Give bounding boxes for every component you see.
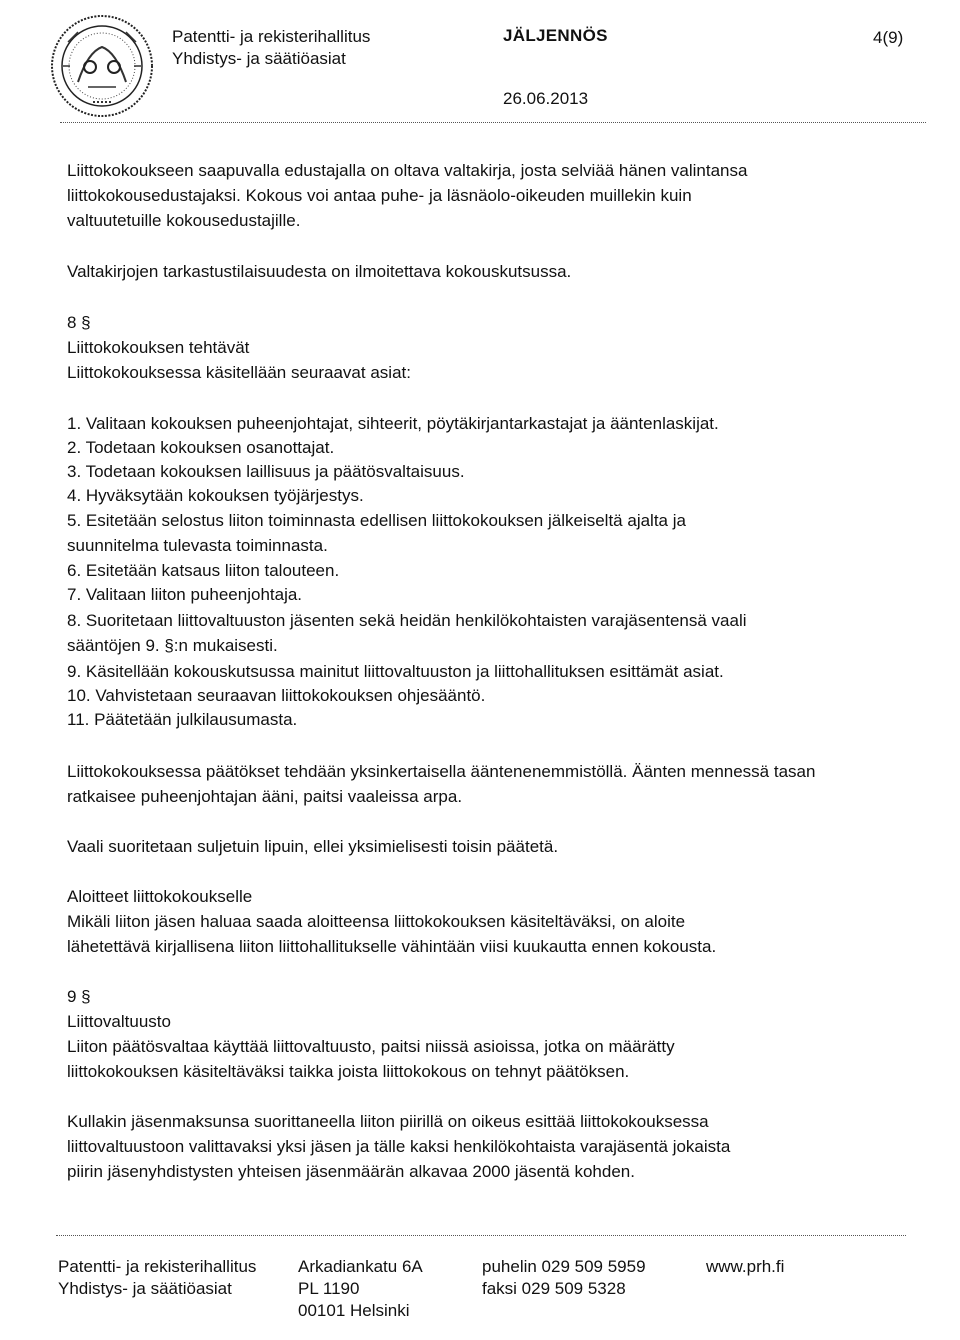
footer-address-line3: 00101 Helsinki — [298, 1301, 410, 1320]
list-item: 7. Valitaan liiton puheenjohtaja. — [67, 585, 303, 604]
list-item: 2. Todetaan kokouksen osanottajat. — [67, 438, 335, 457]
document-type: JÄLJENNÖS — [503, 26, 608, 45]
paragraph-line: liittovaltuustoon valittavaksi yksi jäsen ja tälle kaksi henkilökohtaista varajäsentä jokaista — [67, 1137, 731, 1156]
footer-divider — [56, 1235, 906, 1236]
paragraph-line: ratkaisee puheenjohtajan ääni, paitsi vaaleissa arpa. — [67, 787, 463, 806]
list-item: 9. Käsitellään kokouskutsussa mainitut liittovaltuuston ja liittohallituksen esittämät asiat. — [67, 662, 724, 681]
section-intro: Liittokokouksessa käsitellään seuraavat asiat: — [67, 363, 411, 382]
list-item: 10. Vahvistetaan seuraavan liittokokouksen ohjesääntö. — [67, 686, 486, 705]
list-item: 11. Päätetään julkilausumasta. — [67, 710, 298, 729]
document-date: 26.06.2013 — [503, 89, 589, 108]
paragraph-line: Valtakirjojen tarkastustilaisuudesta on ilmoitettava kokouskutsussa. — [67, 262, 572, 281]
paragraph-line: Liiton päätösvaltaa käyttää liittovaltuusto, paitsi niissä asioissa, jotka on määrätty — [67, 1037, 675, 1056]
section-title: Liittokokouksen tehtävät — [67, 338, 250, 357]
paragraph-line: lähetettävä kirjallisena liiton liittohallitukselle vähintään viisi kuukautta ennen kokousta. — [67, 937, 717, 956]
footer-address — [298, 1256, 423, 1322]
footer-org-line1: Patentti- ja rekisterihallitus — [58, 1257, 257, 1276]
list-item: sääntöjen 9. §:n mukaisesti. — [67, 636, 278, 655]
list-item: 8. Suoritetaan liittovaltuuston jäsenten sekä heidän henkilökohtaisten varajäsentensä vaali — [67, 611, 747, 630]
paragraph-line: liittokokouksen käsiteltäväksi taikka joista liittokokous on tehnyt päätöksen. — [67, 1062, 630, 1081]
footer-organization — [58, 1256, 256, 1300]
paragraph-line: valtuutetuille kokousedustajille. — [67, 211, 301, 230]
section-number: 8 § — [67, 313, 91, 332]
footer-org-line2: Yhdistys- ja säätiöasiat — [58, 1279, 232, 1298]
header-divider — [60, 122, 926, 123]
paragraph-line: Liittokokoukseen saapuvalla edustajalla on oltava valtakirja, josta selviää hänen valintansa — [67, 161, 748, 180]
header-org-line1: Patentti- ja rekisterihallitus — [172, 27, 371, 46]
footer-address-line2: PL 1190 — [298, 1279, 360, 1298]
paragraph-line: Kullakin jäsenmaksunsa suorittaneella liiton piirillä on oikeus esittää liittokokouksessa — [67, 1112, 709, 1131]
footer-address-line1: Arkadiankatu 6A — [298, 1257, 423, 1276]
list-item: 1. Valitaan kokouksen puheenjohtajat, sihteerit, pöytäkirjantarkastajat ja ääntenlaskijat. — [67, 414, 719, 433]
section-number: 9 § — [67, 987, 91, 1006]
footer-contact — [482, 1256, 646, 1300]
paragraph-line: Liittokokouksessa päätökset tehdään yksinkertaisella ääntenenemmistöllä. Äänten mennessä tasan — [67, 762, 816, 781]
footer-web-link[interactable]: www.prh.fi — [706, 1257, 785, 1276]
list-item: 4. Hyväksytään kokouksen työjärjestys. — [67, 486, 364, 505]
footer-website — [706, 1256, 784, 1278]
page-header — [0, 0, 960, 125]
header-org-line2: Yhdistys- ja säätiöasiat — [172, 49, 346, 68]
list-item: 6. Esitetään katsaus liiton talouteen. — [67, 561, 340, 580]
footer-phone: puhelin 029 509 5959 — [482, 1257, 646, 1276]
footer-fax: faksi 029 509 5328 — [482, 1279, 626, 1298]
paragraph-line: Vaali suoritetaan suljetuin lipuin, ellei yksimielisesti toisin päätetä. — [67, 837, 559, 856]
paragraph-line: piirin jäsenyhdistysten yhteisen jäsenmäärän alkavaa 2000 jäsentä kohden. — [67, 1162, 635, 1181]
official-seal-icon — [48, 12, 156, 120]
list-item: 3. Todetaan kokouksen laillisuus ja päätösvaltaisuus. — [67, 462, 465, 481]
header-organization — [172, 26, 370, 70]
list-item: 5. Esitetään selostus liiton toiminnasta edellisen liittokokouksen jälkeiseltä ajalta ja — [67, 511, 686, 530]
section-title: Liittovaltuusto — [67, 1012, 171, 1031]
section-title: Aloitteet liittokokoukselle — [67, 887, 253, 906]
page-number: 4(9) — [873, 28, 904, 47]
list-item: suunnitelma tulevasta toiminnasta. — [67, 536, 328, 555]
paragraph-line: liittokokousedustajaksi. Kokous voi antaa puhe- ja läsnäolo-oikeuden muillekin kuin — [67, 186, 692, 205]
paragraph-line: Mikäli liiton jäsen haluaa saada aloitteensa liittokokouksen käsiteltäväksi, on aloite — [67, 912, 686, 931]
